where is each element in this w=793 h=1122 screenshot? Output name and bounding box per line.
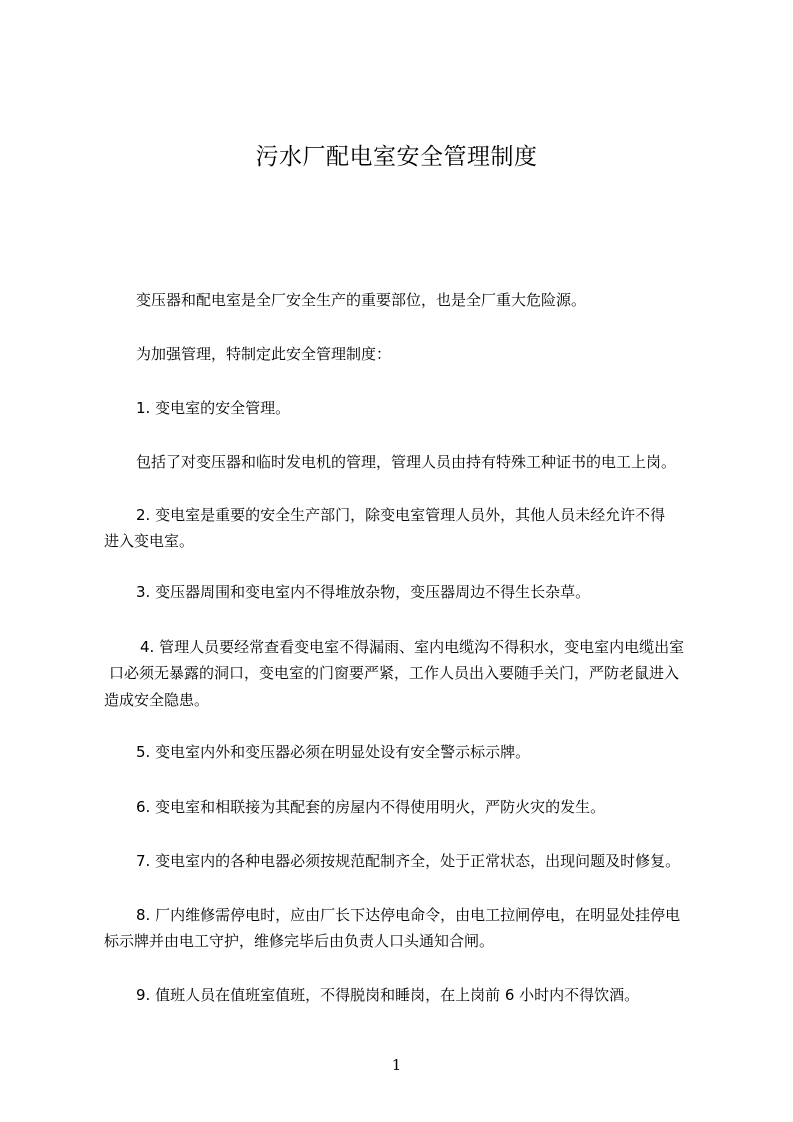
item-4-line-2: 口必须无暴露的洞口，变电室的门窗要严紧，工作人员出入要随手关门，严防老鼠进入 (109, 664, 680, 682)
item-4-line-3: 造成安全隐患。 (104, 691, 210, 709)
item-1-heading: 1. 变电室的安全管理。 (136, 399, 291, 417)
item-6: 6. 变电室和相联接为其配套的房屋内不得使用明火，严防火灾的发生。 (136, 798, 606, 816)
item-4-line-1: 4. 管理人员要经常查看变电室不得漏雨、室内电缆沟不得积水，变电室内电缆出室 (140, 638, 685, 656)
item-3: 3. 变压器周围和变电室内不得堆放杂物，变压器周边不得生长杂草。 (136, 583, 591, 601)
paragraph-intro: 变压器和配电室是全厂安全生产的重要部位，也是全厂重大危险源。 (136, 291, 587, 309)
item-8-line-1: 8. 厂内维修需停电时，应由厂长下达停电命令，由电工拉闸停电，在明显处挂停电 (136, 906, 681, 924)
item-9: 9. 值班人员在值班室值班，不得脱岗和睡岗，在上岗前 6 小时内不得饮酒。 (136, 986, 640, 1004)
item-2-line-2: 进入变电室。 (104, 532, 195, 550)
document-title: 污水厂配电室安全管理制度 (255, 144, 538, 170)
item-2-line-1: 2. 变电室是重要的安全生产部门，除变电室管理人员外，其他人员未经允许不得 (136, 506, 666, 524)
paragraph-purpose: 为加强管理，特制定此安全管理制度： (136, 345, 392, 363)
item-1-body: 包括了对变压器和临时发电机的管理，管理人员由持有特殊工种证书的电工上岗。 (136, 453, 677, 471)
item-8-line-2: 标示牌并由电工守护，维修完毕后由负责人口头通知合闸。 (104, 932, 495, 950)
page-number: 1 (391, 1056, 402, 1074)
item-7: 7. 变电室内的各种电器必须按规范配制齐全，处于正常状态，出现问题及时修复。 (136, 852, 681, 870)
item-5: 5. 变电室内外和变压器必须在明显处设有安全警示标示牌。 (136, 743, 531, 761)
